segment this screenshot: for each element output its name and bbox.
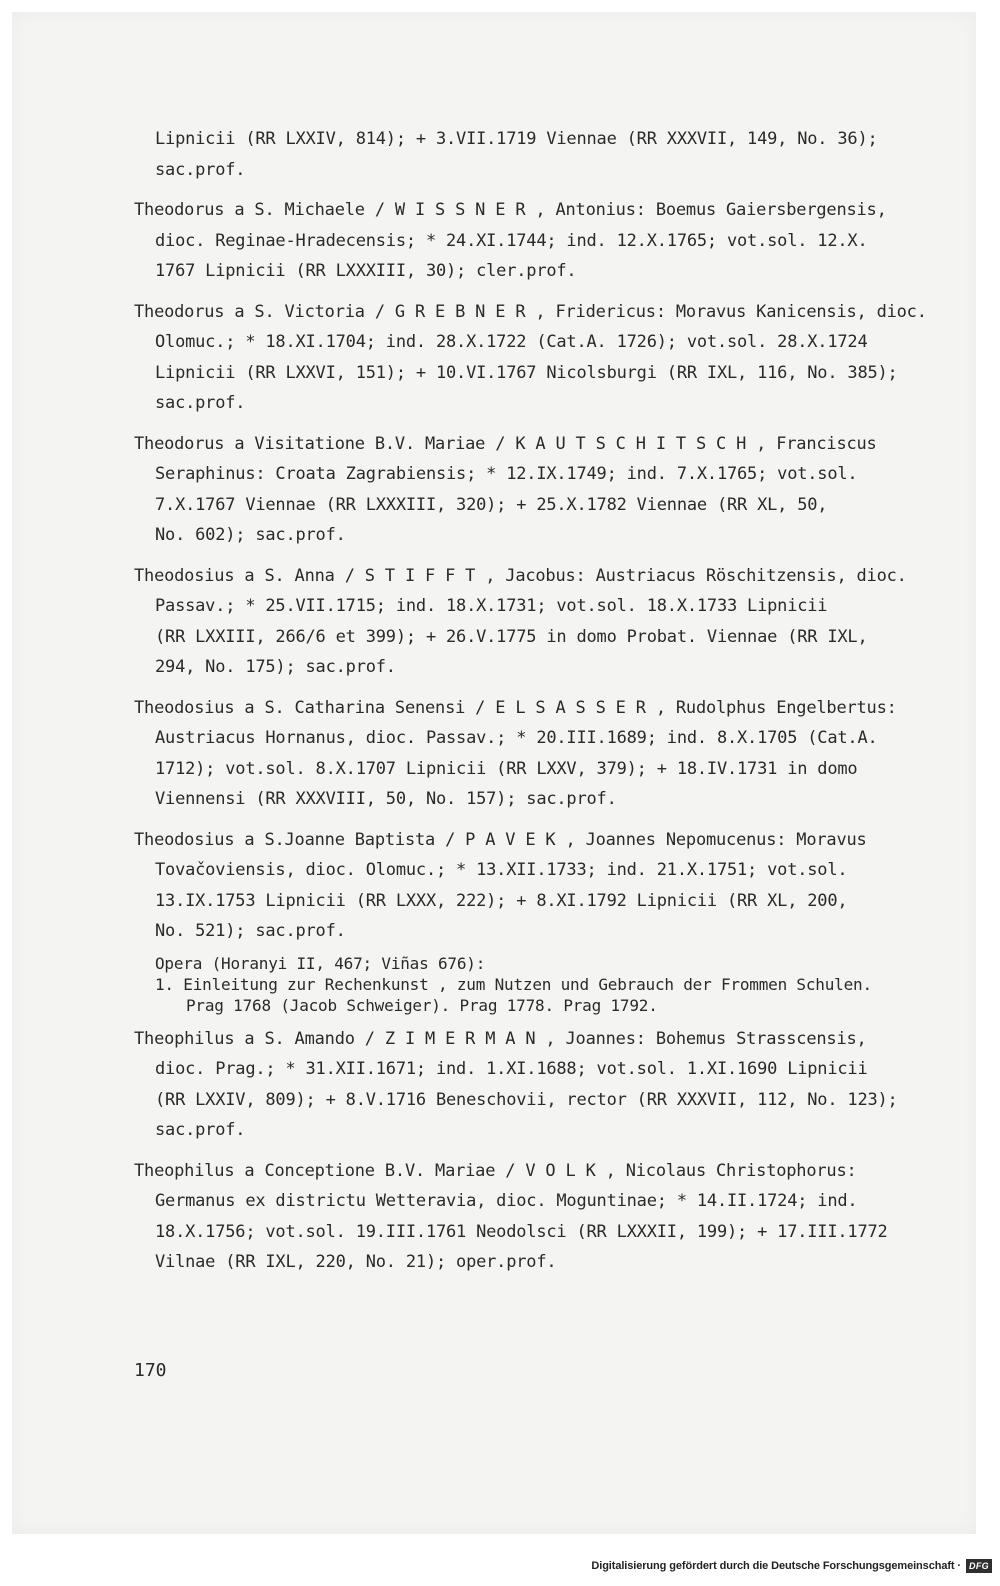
entry-line: 1767 Lipnicii (RR LXXXIII, 30); cler.prof. — [155, 261, 577, 281]
scanned-page — [12, 12, 976, 1534]
entry-line: Olomuc.; * 18.XI.1704; ind. 28.X.1722 (Cat.A. 1726); vot.sol. 28.X.1724 — [155, 332, 868, 352]
entry-line: Vilnae (RR IXL, 220, No. 21); oper.prof. — [155, 1252, 557, 1272]
entry-heading-line: Theodorus a S. Victoria / G R E B N E R , Fridericus: Moravus Kanicensis, dioc. — [134, 301, 927, 322]
biographical-entry — [134, 1024, 944, 1146]
entry-continuation — [134, 124, 944, 185]
entry-line: Passav.; * 25.VII.1715; ind. 18.X.1731; vot.sol. 18.X.1733 Lipnicii — [155, 596, 828, 616]
entry-line: (RR LXXIV, 809); + 8.V.1716 Beneschovii, rector (RR XXXVII, 112, No. 123); — [155, 1089, 898, 1110]
entry-line: Lipnicii (RR LXXIV, 814); + 3.VII.1719 Viennae (RR XXXVII, 149, No. 36); — [155, 129, 878, 149]
entry-heading-line: Theodosius a S. Anna / S T I F F T , Jacobus: Austriacus Röschitzensis, dioc. — [134, 565, 907, 586]
page-number: 170 — [134, 1360, 167, 1381]
entry-line: (RR LXXIII, 266/6 et 399); + 26.V.1775 in domo Probat. Viennae (RR IXL, — [155, 626, 868, 647]
biographical-entry — [134, 825, 944, 947]
footer-credit: Digitalisierung gefördert durch die Deutsche Forschungsgemeinschaft · — [591, 1560, 961, 1572]
opera-item: Prag 1768 (Jacob Schweiger). Prag 1778. Prag 1792. — [186, 995, 658, 1015]
entry-line: dioc. Prag.; * 31.XII.1671; ind. 1.XI.1688; vot.sol. 1.XI.1690 Lipnicii — [155, 1059, 868, 1079]
biographical-entry — [134, 1156, 944, 1278]
entry-line: Austriacus Hornanus, dioc. Passav.; * 20.III.1689; ind. 8.X.1705 (Cat.A. — [155, 728, 878, 748]
biographical-entry — [134, 561, 944, 683]
entry-line: No. 602); sac.prof. — [155, 525, 346, 545]
entry-line: 7.X.1767 Viennae (RR LXXXIII, 320); + 25.X.1782 Viennae (RR XL, 50, — [155, 494, 828, 515]
entry-line: Tovačoviensis, dioc. Olomuc.; * 13.XII.1733; ind. 21.X.1751; vot.sol. — [155, 860, 848, 880]
entry-line: sac.prof. — [155, 159, 246, 180]
entry-heading-line: Theodosius a S. Catharina Senensi / E L S A S S E R , Rudolphus Engelbertus: — [134, 697, 897, 718]
entry-line: dioc. Reginae-Hradecensis; * 24.XI.1744; ind. 12.X.1765; vot.sol. 12.X. — [155, 230, 868, 251]
biographical-entry — [134, 195, 944, 287]
opera-list — [134, 953, 944, 1016]
entry-heading-line: Theodorus a S. Michaele / W I S S N E R , Antonius: Boemus Gaiersbergensis, — [134, 200, 887, 220]
entry-line: 13.IX.1753 Lipnicii (RR LXXX, 222); + 8.XI.1792 Lipnicii (RR XL, 200, — [155, 890, 848, 911]
opera-item: 1. Einleitung zur Rechenkunst , zum Nutzen und Gebrauch der Frommen Schulen. — [155, 974, 872, 994]
dfg-logo-icon: DFG — [966, 1559, 992, 1573]
entry-line: sac.prof. — [155, 393, 246, 413]
entry-line: sac.prof. — [155, 1120, 246, 1140]
entry-line: Seraphinus: Croata Zagrabiensis; * 12.IX.1749; ind. 7.X.1765; vot.sol. — [155, 464, 858, 484]
biographical-entry — [134, 297, 944, 419]
entry-line: No. 521); sac.prof. — [155, 921, 346, 941]
digitization-footer — [591, 1559, 992, 1573]
entry-heading-line: Theophilus a S. Amando / Z I M E R M A N , Joannes: Bohemus Strasscensis, — [134, 1028, 867, 1049]
biographical-entry — [134, 429, 944, 551]
entry-line: 294, No. 175); sac.prof. — [155, 657, 396, 677]
entry-line: 1712); vot.sol. 8.X.1707 Lipnicii (RR LXXV, 379); + 18.IV.1731 in domo — [155, 758, 858, 779]
entry-line: 18.X.1756; vot.sol. 19.III.1761 Neodolsci (RR LXXXII, 199); + 17.III.1772 — [155, 1221, 888, 1242]
entry-heading-line: Theodorus a Visitatione B.V. Mariae / K A U T S C H I T S C H , Franciscus — [134, 433, 877, 454]
entry-line: Viennensi (RR XXXVIII, 50, No. 157); sac.prof. — [155, 789, 617, 809]
entry-heading-line: Theodosius a S.Joanne Baptista / P A V E K , Joannes Nepomucenus: Moravus — [134, 829, 867, 850]
entry-heading-line: Theophilus a Conceptione B.V. Mariae / V O L K , Nicolaus Christophorus: — [134, 1160, 857, 1181]
entry-line: Germanus ex districtu Wetteravia, dioc. Moguntinae; * 14.II.1724; ind. — [155, 1191, 858, 1211]
opera-heading: Opera (Horanyi II, 467; Viñas 676): — [155, 953, 486, 973]
biographical-entry — [134, 693, 944, 815]
entry-line: Lipnicii (RR LXXVI, 151); + 10.VI.1767 Nicolsburgi (RR IXL, 116, No. 385); — [155, 362, 898, 383]
entry-list — [134, 124, 944, 1288]
